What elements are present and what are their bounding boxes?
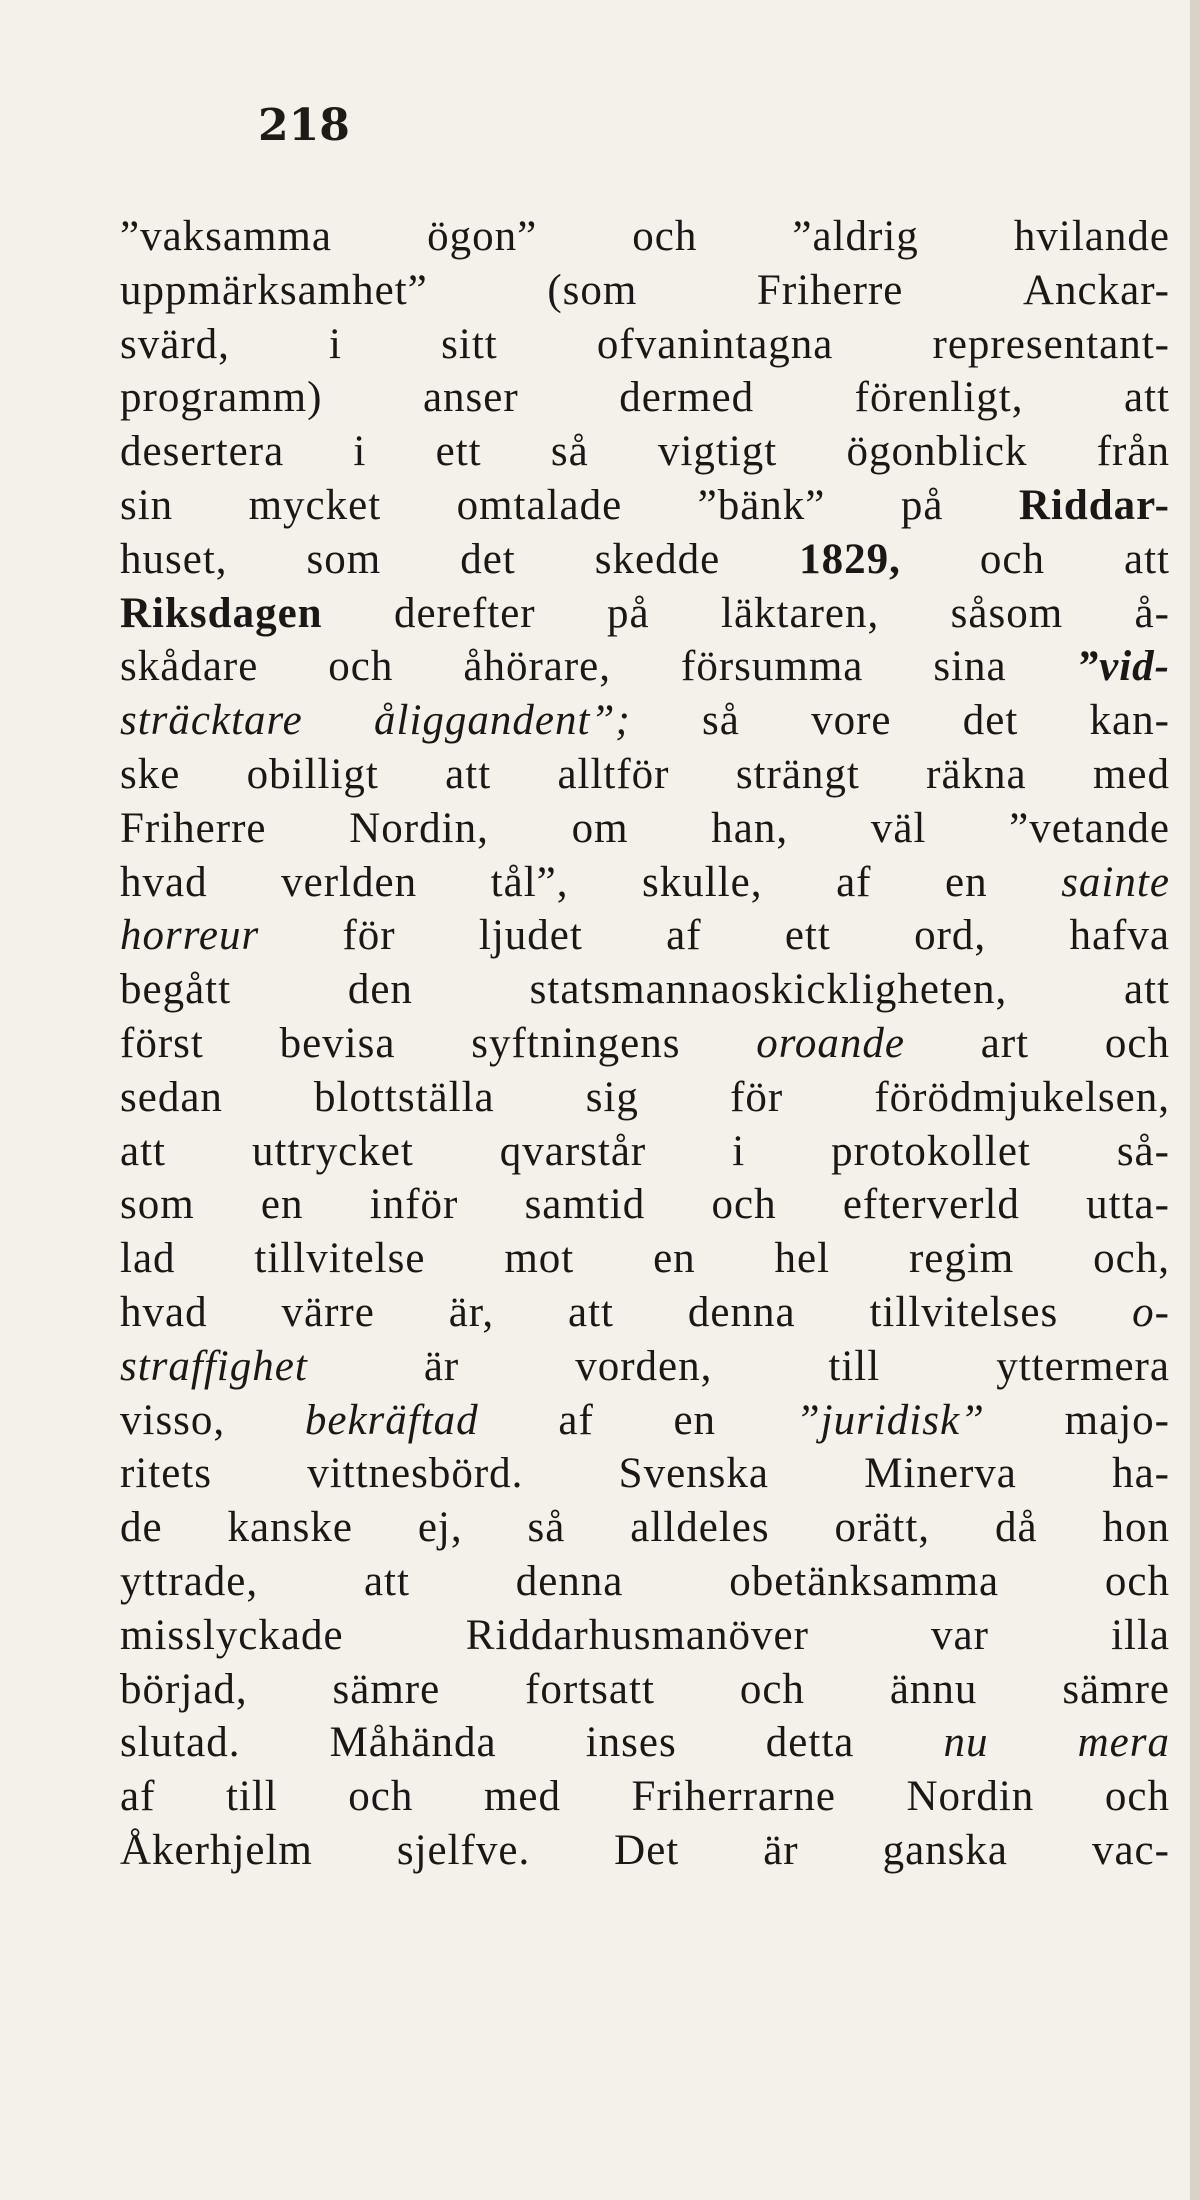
- text-line: [120, 1716, 1170, 1770]
- word: i: [353, 428, 367, 476]
- word: visso,: [120, 1396, 226, 1444]
- word: sämre: [332, 1665, 441, 1713]
- text-line: [120, 802, 1170, 856]
- word: med: [483, 1773, 561, 1821]
- word: majo-: [1064, 1396, 1170, 1444]
- word: nu: [943, 1719, 989, 1767]
- word: som: [306, 535, 382, 583]
- word: sitt: [441, 320, 498, 368]
- text-line: [120, 318, 1170, 372]
- word: den: [347, 966, 413, 1014]
- text-line: [120, 1770, 1170, 1824]
- word: som: [120, 1181, 195, 1229]
- text-line: [120, 748, 1170, 802]
- word: på: [607, 589, 650, 637]
- word: så: [701, 697, 740, 745]
- word: af: [666, 912, 702, 960]
- word: ”juridisk”: [795, 1396, 985, 1444]
- word: strängt: [735, 750, 860, 798]
- word: begått: [120, 966, 232, 1014]
- word: horreur: [120, 912, 260, 960]
- word: och: [979, 535, 1046, 583]
- word: sina: [933, 643, 1007, 691]
- text-line: [120, 425, 1170, 479]
- word: Friherre: [120, 804, 267, 852]
- word: bekräftad: [304, 1396, 479, 1444]
- body-text: [120, 210, 1170, 1878]
- word: för: [730, 1073, 784, 1121]
- word: först: [120, 1019, 204, 1067]
- text-line: [120, 1555, 1170, 1609]
- text-line: [120, 909, 1170, 963]
- word: det: [962, 697, 1019, 745]
- word: derefter: [393, 589, 536, 637]
- word: och: [348, 1773, 414, 1821]
- word: yttrade,: [120, 1557, 259, 1605]
- word: Friherre: [756, 266, 904, 314]
- word: Måhända: [329, 1719, 497, 1767]
- word: uppmärksamhet”: [120, 266, 428, 314]
- word: vittnesbörd.: [307, 1450, 524, 1498]
- word: detta: [765, 1719, 855, 1767]
- word: och: [1104, 1773, 1170, 1821]
- word: denna: [515, 1557, 624, 1605]
- word: förödmjukelsen,: [874, 1073, 1170, 1121]
- word: regim: [908, 1235, 1015, 1283]
- word: Riksdagen: [120, 589, 323, 637]
- word: att: [445, 750, 492, 798]
- word: Nordin: [906, 1773, 1035, 1821]
- word: obetänksamma: [729, 1557, 1000, 1605]
- word: tål”,: [490, 858, 569, 906]
- text-line: [120, 1663, 1170, 1717]
- word: fortsatt: [525, 1665, 655, 1713]
- word: ännu: [889, 1665, 978, 1713]
- word: såsom: [950, 589, 1064, 637]
- word: sig: [585, 1073, 639, 1121]
- word: sedan: [120, 1073, 223, 1121]
- word: protokollet: [831, 1127, 1031, 1175]
- word: bevisa: [279, 1019, 396, 1067]
- word: Nordin,: [349, 804, 489, 852]
- word: obilligt: [246, 750, 379, 798]
- word: på: [900, 481, 944, 529]
- word: alldeles: [630, 1504, 770, 1552]
- word: att: [1124, 966, 1170, 1014]
- word: i: [329, 320, 342, 368]
- word: mot: [504, 1235, 575, 1283]
- word: hafva: [1069, 912, 1170, 960]
- word: om: [571, 804, 629, 852]
- word: sträcktare: [120, 697, 303, 745]
- word: straffighet: [120, 1342, 308, 1390]
- word: Det: [614, 1826, 680, 1874]
- text-line: [120, 1286, 1170, 1340]
- word: af: [120, 1773, 156, 1821]
- word: börjad,: [120, 1665, 248, 1713]
- word: att: [568, 1288, 614, 1336]
- text-line: [120, 1447, 1170, 1501]
- word: misslyckade: [120, 1611, 344, 1659]
- word: sjelfve.: [396, 1826, 531, 1874]
- word: ”aldrig: [792, 213, 919, 260]
- word: ha-: [1112, 1450, 1170, 1498]
- word: verlden: [281, 858, 418, 906]
- word: att: [1124, 374, 1170, 422]
- word: det: [460, 535, 516, 583]
- word: mera: [1077, 1719, 1170, 1767]
- text-line: [120, 264, 1170, 318]
- text-line: [120, 1178, 1170, 1232]
- word: för: [342, 912, 396, 960]
- word: och: [1104, 1019, 1170, 1067]
- word: med: [1092, 750, 1170, 798]
- page-number: 218: [258, 100, 350, 151]
- word: vore: [811, 697, 892, 745]
- word: efterverld: [842, 1181, 1020, 1229]
- word: ritets: [120, 1450, 212, 1498]
- text-line: [120, 694, 1170, 748]
- word: syftningens: [471, 1019, 681, 1067]
- word: hon: [1102, 1504, 1170, 1552]
- word: ”vetande: [1009, 804, 1170, 852]
- word: tillvitelses: [869, 1288, 1059, 1336]
- word: ljudet: [478, 912, 583, 960]
- text-line: [120, 1394, 1170, 1448]
- text-line: [120, 479, 1170, 533]
- word: mycket: [248, 481, 382, 529]
- word: så: [527, 1504, 566, 1552]
- word: var: [931, 1611, 989, 1659]
- word: desertera: [120, 428, 285, 476]
- word: ett: [435, 428, 482, 476]
- word: ofvanintagna: [596, 320, 834, 368]
- text-line: [120, 963, 1170, 1017]
- word: så-: [1116, 1127, 1170, 1175]
- word: inses: [585, 1719, 677, 1767]
- word: sämre: [1062, 1665, 1170, 1713]
- word: en: [945, 858, 988, 906]
- word: ”vid-: [1076, 643, 1170, 691]
- word: vigtigt: [657, 428, 778, 476]
- word: o-: [1132, 1288, 1170, 1336]
- word: sin: [120, 481, 174, 529]
- word: åliggandent”;: [374, 697, 631, 745]
- word: kan-: [1089, 697, 1170, 745]
- word: alltför: [557, 750, 670, 798]
- word: tillvitelse: [254, 1235, 426, 1283]
- text-line: [120, 210, 1170, 264]
- word: skulle,: [642, 858, 763, 906]
- text-line: [120, 533, 1170, 587]
- text-line: [120, 1501, 1170, 1555]
- word: orätt,: [834, 1504, 931, 1552]
- word: oroande: [756, 1019, 905, 1067]
- word: att: [120, 1127, 166, 1175]
- text-line: [120, 1017, 1170, 1071]
- word: utta-: [1086, 1181, 1170, 1229]
- word: ganska: [882, 1826, 1008, 1874]
- word: skedde: [594, 535, 721, 583]
- word: ögonblick: [846, 428, 1028, 476]
- word: värre: [281, 1288, 375, 1336]
- word: till: [828, 1342, 881, 1390]
- word: anser: [422, 374, 519, 422]
- word: Anckar-: [1022, 266, 1170, 314]
- word: att: [363, 1557, 410, 1605]
- word: statsmannaoskickligheten,: [529, 966, 1008, 1014]
- word: en: [653, 1235, 696, 1283]
- word: slutad.: [120, 1719, 241, 1767]
- word: är: [763, 1826, 799, 1874]
- word: svärd,: [120, 320, 230, 368]
- word: af: [836, 858, 872, 906]
- word: så: [550, 428, 589, 476]
- word: i: [732, 1127, 746, 1175]
- word: väl: [870, 804, 927, 852]
- text-line: [120, 1125, 1170, 1179]
- word: yttermera: [996, 1342, 1170, 1390]
- word: ej,: [417, 1504, 463, 1552]
- word: programm): [120, 374, 323, 422]
- word: hvilande: [1013, 213, 1170, 260]
- word: förenligt,: [854, 374, 1024, 422]
- word: hel: [774, 1235, 831, 1283]
- word: och: [328, 643, 394, 691]
- word: Åkerhjelm: [120, 1826, 313, 1874]
- text-line: [120, 1824, 1170, 1878]
- word: representant-: [932, 320, 1170, 368]
- word: vac-: [1091, 1826, 1170, 1874]
- word: och: [632, 213, 698, 260]
- word: försumma: [681, 643, 864, 691]
- word: omtalade: [456, 481, 623, 529]
- word: åhörare,: [463, 643, 612, 691]
- text-line: [120, 587, 1170, 641]
- word: dermed: [619, 374, 755, 422]
- word: och: [739, 1665, 805, 1713]
- text-line: [120, 856, 1170, 910]
- text-line: [120, 371, 1170, 425]
- word: lad: [120, 1235, 176, 1283]
- word: inför: [369, 1181, 459, 1229]
- word: och,: [1093, 1235, 1170, 1283]
- word: huset,: [120, 535, 228, 583]
- word: kanske: [227, 1504, 353, 1552]
- word: samtid: [524, 1181, 646, 1229]
- word: då: [994, 1504, 1038, 1552]
- word: Friherrarne: [631, 1773, 836, 1821]
- word: ord,: [914, 912, 987, 960]
- word: blottställa: [314, 1073, 495, 1121]
- word: 1829,: [799, 535, 901, 583]
- word: (som: [547, 266, 638, 314]
- word: Riddar-: [1018, 481, 1170, 529]
- word: sainte: [1061, 858, 1170, 906]
- word: är: [423, 1342, 460, 1390]
- word: denna: [687, 1288, 796, 1336]
- word: Minerva: [864, 1450, 1017, 1498]
- word: Riddarhusmanöver: [465, 1611, 809, 1659]
- word: ske: [120, 750, 181, 798]
- word: vorden,: [575, 1342, 713, 1390]
- word: att: [1124, 535, 1170, 583]
- word: en: [673, 1396, 717, 1444]
- word: räkna: [926, 750, 1027, 798]
- word: de: [120, 1504, 163, 1552]
- text-line: [120, 1232, 1170, 1286]
- word: ögon”: [427, 213, 538, 260]
- word: läktaren,: [721, 589, 880, 637]
- word: en: [260, 1181, 304, 1229]
- word: hvad: [120, 1288, 208, 1336]
- word: ett: [784, 912, 831, 960]
- text-line: [120, 1609, 1170, 1663]
- word: från: [1096, 428, 1170, 476]
- word: ”bänk”: [697, 481, 826, 529]
- word: Svenska: [618, 1450, 769, 1498]
- word: och: [1104, 1557, 1170, 1605]
- word: är,: [448, 1288, 495, 1336]
- text-line: [120, 1340, 1170, 1394]
- text-line: [120, 640, 1170, 694]
- word: af: [558, 1396, 594, 1444]
- word: och: [711, 1181, 777, 1229]
- word: uttrycket: [251, 1127, 414, 1175]
- word: han,: [711, 804, 789, 852]
- word: skådare: [120, 643, 259, 691]
- word: qvarstår: [499, 1127, 647, 1175]
- word: å-: [1134, 589, 1170, 637]
- text-line: [120, 1071, 1170, 1125]
- word: hvad: [120, 858, 208, 906]
- word: art: [980, 1019, 1030, 1067]
- word: till: [225, 1773, 278, 1821]
- word: illa: [1111, 1611, 1170, 1659]
- word: ”vaksamma: [120, 213, 332, 260]
